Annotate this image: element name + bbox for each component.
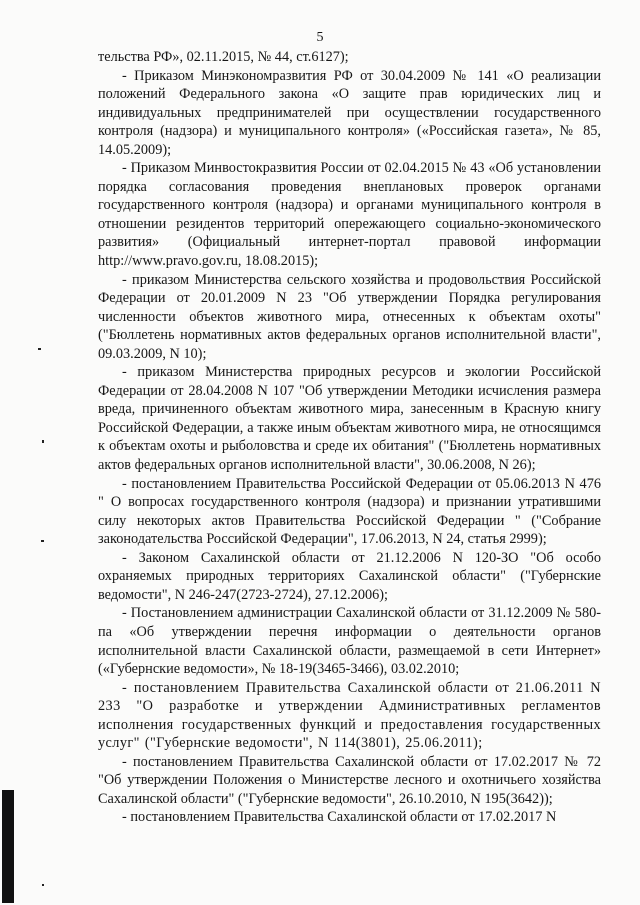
document-body: [98, 48, 601, 827]
scan-speck: [38, 348, 41, 350]
scan-edge-mark: [2, 790, 14, 903]
list-item-government-resolution-476: - постановлением Правительства Российской Федерации от 05.06.2013 N 476 " О вопросах государственного контроля (надзора) и признании утратившими силу некоторых актов Правительства Российской Федерации " ("Собрание законодательства Российской Федерации", 17.06.2013, N 24, статья 2999);: [98, 475, 601, 548]
list-item-resolution-72: - постановлением Правительства Сахалинской области от 17.02.2017 № 72 "Об утверждении Положения о Министерстве лесного и охотничьего хозяйства Сахалинской области" ("Губернские ведомости", 26.10.2010, N 195(3642));: [98, 753, 601, 807]
list-item-sakhalin-law-120: - Законом Сахалинской области от 21.12.2006 N 120-ЗО "Об особо охраняемых природных территориях Сахалинской области" ("Губернские ведомости", N 246-247(2723-2724), 27.12.2006);: [98, 549, 601, 603]
list-item-minvostokrazvitiya-order: - Приказом Минвостокразвития России от 02.04.2015 № 43 «Об установлении порядка согласования проведения внеплановых проверок органами государственного контроля (надзора) и органами муниципального контроля в отношении резидентов территорий опережающего социально-экономического развития» (Официальный интернет-портал правовой информации http://www.pravo.gov.ru, 18.08.2015);: [98, 160, 601, 270]
scan-speck: [41, 540, 44, 542]
scan-speck: [42, 440, 44, 443]
list-item-resolution-continued: - постановлением Правительства Сахалинской области от 17.02.2017 N: [122, 809, 557, 826]
page-number: 5: [316, 30, 324, 45]
paragraph-continuation: тельства РФ», 02.11.2015, № 44, ст.6127);: [98, 49, 349, 65]
list-item-natural-resources-order: - приказом Министерства природных ресурсов и экологии Российской Федерации от 28.04.2008 N 107 "Об утверждении Методики исчисления размера вреда, причиненного объектам животного мира, занесенным в Красную книгу Российской Федерации, а также иным объектам животного мира, не относящимся к объектам охоты и рыболовства и среде их обитания" ("Бюллетень нормативных актов федеральных органов исполнительной власти", 30.06.2008, N 26);: [98, 364, 601, 474]
scan-speck: [42, 884, 44, 886]
list-item-agriculture-ministry-order: - приказом Министерства сельского хозяйства и продовольствия Российской Федерации от 20.01.2009 N 23 "Об утверждении Порядка регулирования численности объектов животного мира, отнесенных к объектам охоты" ("Бюллетень нормативных актов федеральных органов исполнительной власти", 09.03.2009, N 10);: [98, 271, 601, 362]
list-item-resolution-233: - постановлением Правительства Сахалинской области от 21.06.2011 N 233 "О разработке и утверждении Административных регламентов исполнения государственных функций и предоставления государственных услуг" ("Губернские ведомости", N 114(3801), 25.06.2011);: [98, 679, 601, 752]
list-item-minekonomrazvitiya-order: - Приказом Минэкономразвития РФ от 30.04.2009 № 141 «О реализации положений Федерального закона «О защите прав юридических лиц и индивидуальных предпринимателей при осуществлении государственного контроля (надзора) и муниципального контроля» («Российская газета», № 85, 14.05.2009);: [98, 67, 601, 158]
list-item-administration-resolution-580: - Постановлением администрации Сахалинской области от 31.12.2009 № 580-па «Об утверждении перечня информации о деятельности органов исполнительной власти Сахалинской области, размещаемой в сети Интернет» («Губернские ведомости», № 18-19(3465-3466), 03.02.2010;: [98, 605, 601, 678]
